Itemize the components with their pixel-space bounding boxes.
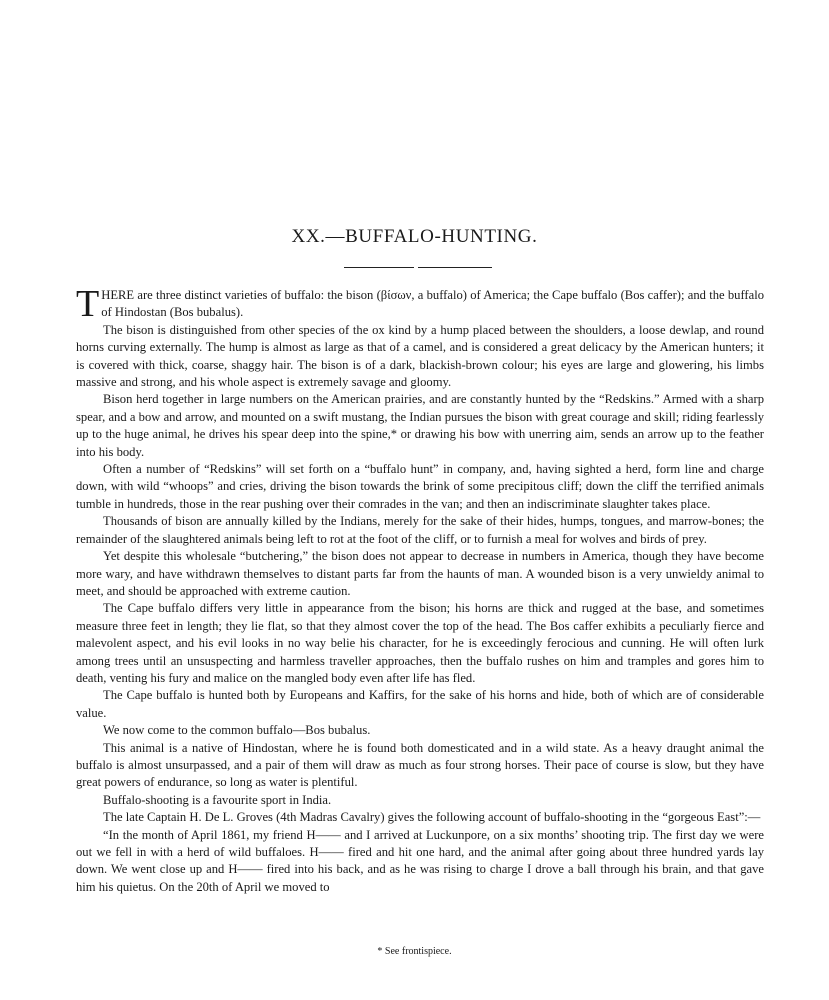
paragraph-5: Thousands of bison are annually killed by the Indians, merely for the sake of their hides, humps, tongues, and marrow-bones; the remainder of the slaughtered animals being left to rot at the foot of the cliff, or to furnish a meal for wolves and birds of prey. bbox=[76, 514, 764, 546]
paragraph-2: The bison is distinguished from other species of the ox kind by a hump placed between the shoulders, a loose dewlap, and round horns curving externally. The hump is almost as large as that of a camel, and is considered a great delicacy by the American hunters; it is covered with thick, coarse, shaggy hair. The bison is of a dark, blackish-brown colour; his eyes are large and glowering, his limbs massive and strong, and his whole aspect is extremely savage and gloomy. bbox=[76, 322, 764, 390]
paragraph-1: THERE are three distinct varieties of buffalo: the bison (βίσων, a buffalo) of America; the Cape buffalo (Bos caffer); and the buffalo of Hindostan (Bos bubalus). bbox=[76, 283, 764, 325]
footnote: * See frontispiece. bbox=[377, 946, 452, 957]
paragraph-4: Often a number of “Redskins” will set forth on a “buffalo hunt” in company, and, having sighted a herd, form line and charge down, with wild “whoops” and cries, driving the bison towards the brink of some precipitous cliff; down the cliff the terrified animals tumble in hundreds, those in the rear pushing over their comrades in the van; and then an indiscriminate slaughter takes place. bbox=[76, 462, 764, 511]
paragraph-7: The Cape buffalo differs very little in appearance from the bison; his horns are thick and rugged at the base, and sometimes measure three feet in length; they lie flat, so that they almost cover the top of the head. The Bos caffer exhibits a peculiarly fierce and malevolent aspect, and his evil looks in no way belie his character, for he is exceedingly ferocious and cunning. He will often lurk among trees until an unsuspecting and harmless traveller approaches, then the buffalo rushes on him and tramples and gores him to death, venting his fury and malice on the mangled body even after life has fled. bbox=[76, 601, 764, 685]
paragraph-9: We now come to the common buffalo—Bos bubalus. bbox=[103, 723, 371, 738]
drop-cap: T bbox=[76, 283, 100, 325]
paragraph-13: “In the month of April 1861, my friend H—— and I arrived at Luckunpore, on a six months’ shooting trip. The first day we were out we fell in with a herd of wild buffaloes. H—— fired and hit one hard, and the animal after going about three hundred yards lay down. We went close up and H—— fired into his back, and as he was rising to charge I drove a ball through his brain, and that gave him his quietus. On the 20th of April we moved to bbox=[76, 827, 764, 894]
paragraph-3: Bison herd together in large numbers on the American prairies, and are constantly hunted by the “Redskins.” Armed with a sharp spear, and a bow and arrow, and mounted on a swift mustang, the Indian pursues the bison with great courage and skill; riding fearlessly up to the huge animal, he drives his spear deep into the spine,* or drawing his bow with unerring aim, sends an arrow up to the feather into his body. bbox=[76, 392, 764, 459]
paragraph-8: The Cape buffalo is hunted both by Europeans and Kaffirs, for the sake of his horns and hide, both of which are of considerable value. bbox=[76, 688, 764, 720]
paragraph-11: Buffalo-shooting is a favourite sport in India. bbox=[103, 792, 332, 807]
chapter-body bbox=[76, 283, 764, 896]
title-rule-right bbox=[418, 267, 492, 268]
paragraph-10: This animal is a native of Hindostan, where he is found both domesticated and in a wild state. As a heavy draught animal the buffalo is almost unsurpassed, and a pair of them will draw as much as four strong horses. Their pace of course is slow, but they have great powers of endurance, so long as water is plentiful. bbox=[76, 740, 764, 790]
chapter-title: XX.—BUFFALO-HUNTING. bbox=[291, 226, 538, 247]
paragraph-12: The late Captain H. De L. Groves (4th Madras Cavalry) gives the following account of buffalo-shooting in the “gorgeous East”:— bbox=[103, 810, 761, 825]
paragraph-6: Yet despite this wholesale “butchering,” the bison does not appear to decrease in numbers in America, though they have become more wary, and have withdrawn themselves to distant parts far from the haunts of man. A wounded bison is a very unwieldy animal to meet, and should be approached with extreme caution. bbox=[76, 549, 764, 598]
title-rule-left bbox=[344, 267, 414, 268]
